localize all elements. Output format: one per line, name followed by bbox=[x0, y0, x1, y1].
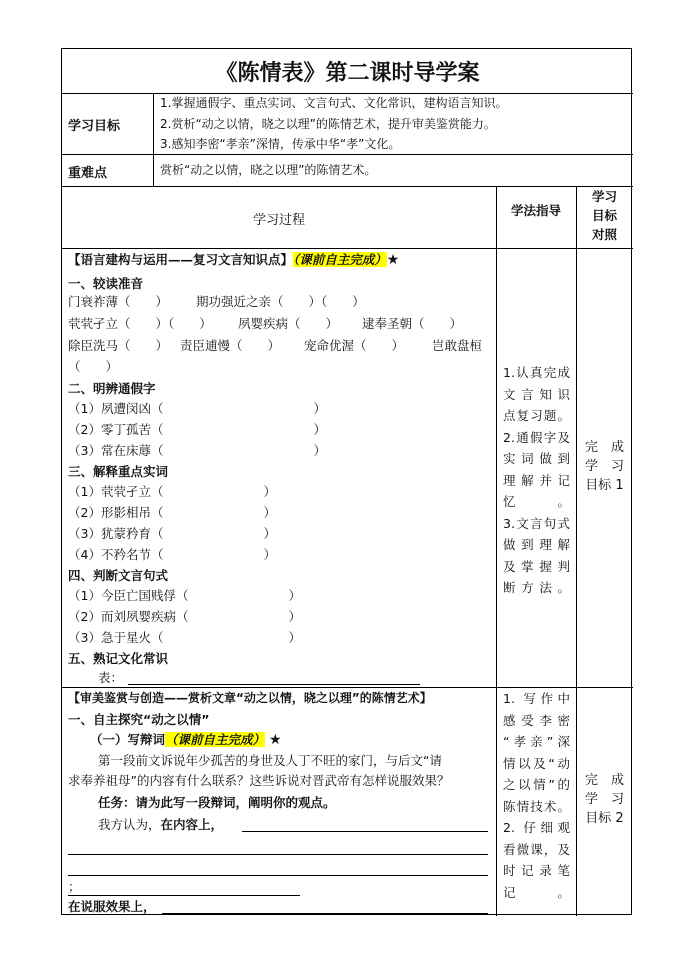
pron-item: 宠命优渥（ ） bbox=[304, 338, 405, 353]
sub-heading: （一）写辩词（课前自主完成） ★ bbox=[90, 732, 282, 748]
row-divider bbox=[62, 248, 633, 249]
section-words: 三、解释重点实词 bbox=[68, 464, 169, 479]
col-divider bbox=[496, 186, 497, 916]
writing-start: 我方认为，在内容上， bbox=[98, 817, 224, 832]
section-emotion: 一、自主探究“动之以情” bbox=[68, 712, 210, 727]
tongjia-item: （3）常在床蓐（ ） bbox=[68, 443, 326, 458]
pron-item: 茕茕孑立（ ）（ ） bbox=[68, 316, 212, 331]
pron-item-cont: （ ） bbox=[68, 359, 119, 374]
self-study-tag: （课前自主完成） bbox=[293, 252, 387, 267]
culture-item: 表： bbox=[98, 670, 124, 685]
pron-item: 夙婴疾病（ ） bbox=[238, 316, 339, 331]
method-guide-1: 1.认真完成 文言知识 点复习题。 2.通假字及 实词做到 理解并记 忆。 3.文言句式 做到理解 及掌握判 断方法。 bbox=[503, 365, 570, 595]
goals-label: 学习目标 bbox=[68, 119, 121, 134]
pron-item: 责臣逋慢（ ） bbox=[180, 338, 281, 353]
answer-line[interactable] bbox=[68, 875, 488, 876]
prompt-line: 第一段前文诉说年少孤苦的身世及人丁不旺的家门，与后文“请 bbox=[98, 753, 442, 768]
part2-heading: 【审美鉴赏与创造——赏析文章“动之以情，晓之以理”的陈情艺术】 bbox=[68, 691, 432, 705]
key-text: 赏析“动之以情，晓之以理”的陈情艺术。 bbox=[160, 163, 377, 177]
col-divider bbox=[153, 93, 154, 186]
sentence-item: （1）今臣亡国贱俘（ ） bbox=[68, 588, 301, 603]
goals-list bbox=[160, 93, 507, 155]
pron-item: 期功强近之亲（ ）（ ） bbox=[196, 294, 365, 309]
answer-line[interactable] bbox=[162, 913, 488, 914]
goal-item: 2.赏析“动之以情，晓之以理”的陈情艺术，提升审美鉴赏能力。 bbox=[160, 116, 496, 131]
answer-line[interactable] bbox=[68, 854, 488, 855]
answer-line[interactable] bbox=[68, 895, 300, 896]
star-icon: ★ bbox=[269, 732, 282, 748]
section-pronunciation: 一、较读准音 bbox=[68, 276, 144, 291]
aim-1: 完 成 学 习 目标 1 bbox=[584, 440, 624, 493]
method-header: 学法指导 bbox=[510, 203, 561, 218]
section-tongjia: 二、明辨通假字 bbox=[68, 381, 156, 396]
word-item: （1）茕茕孑立（ ） bbox=[68, 484, 276, 499]
tongjia-item: （1）夙遭闵凶（ ） bbox=[68, 401, 326, 416]
task-line: 任务：请为此写一段辩词，阐明你的观点。 bbox=[98, 795, 336, 810]
aim-header: 学习 目标 对照 bbox=[591, 189, 617, 242]
goal-item: 3.感知李密“孝亲”深情，传承中华“孝”文化。 bbox=[160, 137, 401, 151]
part1-heading: 【语言建构与运用——复习文言知识点】（课前自主完成）★ bbox=[68, 252, 400, 268]
word-item: （2）形影相吊（ ） bbox=[68, 505, 276, 520]
method-guide-2: 1. 写作中 感受李密 “孝亲”深 情以及“动 之以情”的 陈情技术。 2. 仔细观 看微课，及 时记录笔 记。 bbox=[503, 691, 570, 900]
sentence-item: （2）而刘夙婴疾病（ ） bbox=[68, 609, 301, 624]
pron-item: 除臣洗马（ ） bbox=[68, 338, 169, 353]
aim-2: 完 成 学 习 目标 2 bbox=[584, 773, 624, 826]
page-title: 《陈情表》第二课时导学案 bbox=[215, 59, 480, 86]
sentence-item: （3）急于星火（ ） bbox=[68, 630, 301, 645]
word-item: （4）不矜名节（ ） bbox=[68, 547, 276, 562]
section-sentences: 四、判断文言句式 bbox=[68, 568, 169, 583]
worksheet-table bbox=[61, 48, 632, 915]
writing-effect: 在说服效果上， bbox=[68, 899, 156, 914]
section-culture: 五、熟记文化常识 bbox=[68, 651, 169, 666]
goal-item: 1.掌握通假字、重点实词、文言句式、文化常识，建构语言知识。 bbox=[160, 96, 508, 110]
answer-line[interactable] bbox=[128, 684, 420, 685]
word-item: （3）犹蒙矜育（ ） bbox=[68, 526, 276, 541]
self-study-tag: （课前自主完成） bbox=[165, 732, 266, 747]
prompt-line: 求奉养祖母”的内容有什么联系？这些诉说对晋武帝有怎样说服效果？ bbox=[68, 773, 450, 788]
star-icon: ★ bbox=[386, 252, 400, 268]
process-header: 学习过程 bbox=[252, 213, 305, 228]
pron-item: 逮奉圣朝（ ） bbox=[362, 316, 463, 331]
answer-line[interactable] bbox=[242, 831, 488, 832]
semicolon: ； bbox=[68, 879, 81, 894]
tongjia-item: （2）零丁孤苦（ ） bbox=[68, 422, 326, 437]
key-label: 重难点 bbox=[68, 166, 108, 181]
pron-item: 岂敢盘桓 bbox=[432, 338, 483, 353]
row-divider bbox=[62, 186, 633, 187]
pron-item: 门衰祚薄（ ） bbox=[68, 294, 169, 309]
